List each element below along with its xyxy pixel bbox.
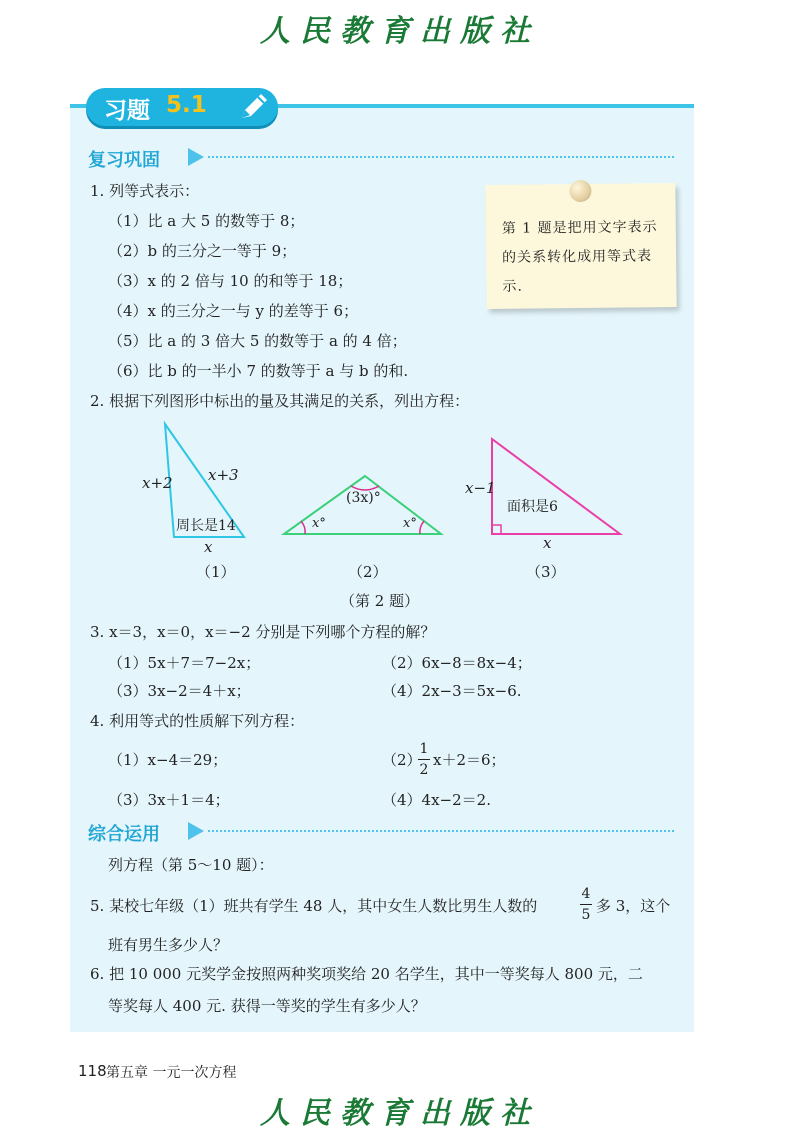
pushpin-icon [569, 180, 591, 202]
fig3-left-side-label: x−1 [465, 479, 496, 497]
section-divider [208, 830, 674, 832]
fig3-inner-label: 面积是6 [507, 499, 558, 515]
section-apply-heading: 综合运用 [88, 824, 160, 845]
q4-item-2-prefix: （2） [382, 751, 422, 769]
section-divider [208, 156, 674, 158]
q1-item-4: （4）x 的三分之一与 y 的差等于 6； [108, 302, 359, 320]
exercise-number: 5.1 [166, 92, 207, 118]
publisher-logo-top: 人民教育出版社 [260, 14, 540, 49]
q5-line1-suffix: 多 3，这个 [596, 897, 671, 915]
q6-line1: 6. 把 10 000 元奖学金按照两种奖项奖给 20 名学生，其中一等奖每人 800 元，二 [90, 965, 643, 983]
q4-item-2-suffix: x＋2＝6； [433, 751, 506, 769]
pencil-icon [236, 91, 270, 123]
section-arrow-icon [188, 148, 204, 166]
q5-frac-bar [580, 904, 592, 905]
q4-frac-denominator: 2 [419, 762, 429, 778]
q3-item-2: （2）6x−8＝8x−4； [382, 654, 532, 672]
fig1-right-side-label: x+3 [208, 466, 239, 484]
q2-stem: 2. 根据下列图形中标出的量及其满足的关系，列出方程： [90, 392, 470, 410]
fig2-left-angle-label: x° [312, 516, 326, 531]
fig1-caption: （1） [196, 563, 236, 581]
q1-item-2: （2）b 的三分之一等于 9； [108, 242, 297, 260]
q4-frac-numerator: 1 [419, 741, 429, 757]
q4-item-1: （1）x−4＝29； [108, 751, 228, 769]
q1-item-6: （6）比 b 的一半小 7 的数等于 a 与 b 的和. [108, 362, 409, 380]
q3-item-1: （1）5x＋7＝7−2x； [108, 654, 261, 672]
q5-line1-prefix: 5. 某校七年级（1）班共有学生 48 人，其中女生人数比男生人数的 [90, 897, 538, 915]
q3-item-4: （4）2x−3＝5x−6. [382, 682, 522, 700]
fig1-inner-label: 周长是14 [176, 518, 236, 534]
q6-line2: 等奖每人 400 元. 获得一等奖的学生有多少人？ [108, 997, 426, 1015]
q4-stem: 4. 利用等式的性质解下列方程： [90, 712, 305, 730]
sticky-note [485, 183, 676, 309]
q1-item-3: （3）x 的 2 倍与 10 的和等于 18； [108, 272, 353, 290]
q5-frac-denominator: 5 [581, 907, 591, 923]
q2-figure-caption: （第 2 题） [340, 592, 420, 610]
q1-stem: 1. 列等式表示： [90, 182, 200, 200]
q3-stem: 3. x＝3，x＝0，x＝−2 分别是下列哪个方程的解？ [90, 623, 436, 641]
q1-item-5: （5）比 a 的 3 倍大 5 的数等于 a 的 4 倍； [108, 332, 407, 350]
fig2-caption: （2） [348, 563, 388, 581]
q5-line2: 班有男生多少人？ [108, 936, 229, 954]
q5-frac-numerator: 4 [581, 886, 591, 902]
fig1-bottom-label: x [204, 538, 213, 556]
fig2-top-angle-label: (3x)° [346, 490, 381, 506]
q4-frac-bar [418, 759, 430, 760]
exercise-title: 习题 [104, 98, 150, 124]
publisher-logo-bottom: 人民教育出版社 [260, 1096, 540, 1131]
page-number: 118 [78, 1062, 107, 1080]
q1-item-1: （1）比 a 大 5 的数等于 8； [108, 212, 305, 230]
q3-item-3: （3）3x−2＝4＋x； [108, 682, 251, 700]
fig3-bottom-label: x [543, 534, 552, 552]
q4-item-4: （4）4x−2＝2. [382, 791, 491, 809]
fig2-right-angle-label: x° [403, 516, 417, 531]
section-review-heading: 复习巩固 [88, 150, 160, 171]
note-text: 第 1 题是把用文字表示的关系转化成用等式表示. [501, 219, 658, 295]
q4-item-2-fraction [418, 741, 430, 778]
fig3-caption: （3） [526, 563, 566, 581]
q5-fraction [580, 886, 592, 923]
section-arrow-icon [188, 822, 204, 840]
chapter-title: 第五章 一元一次方程 [106, 1065, 237, 1081]
fig1-left-side-label: x+2 [142, 474, 173, 492]
intro-text: 列方程（第 5～10 题）： [108, 856, 274, 874]
q4-item-3: （3）3x＋1＝4； [108, 791, 230, 809]
exercise-title-tab [86, 88, 278, 126]
